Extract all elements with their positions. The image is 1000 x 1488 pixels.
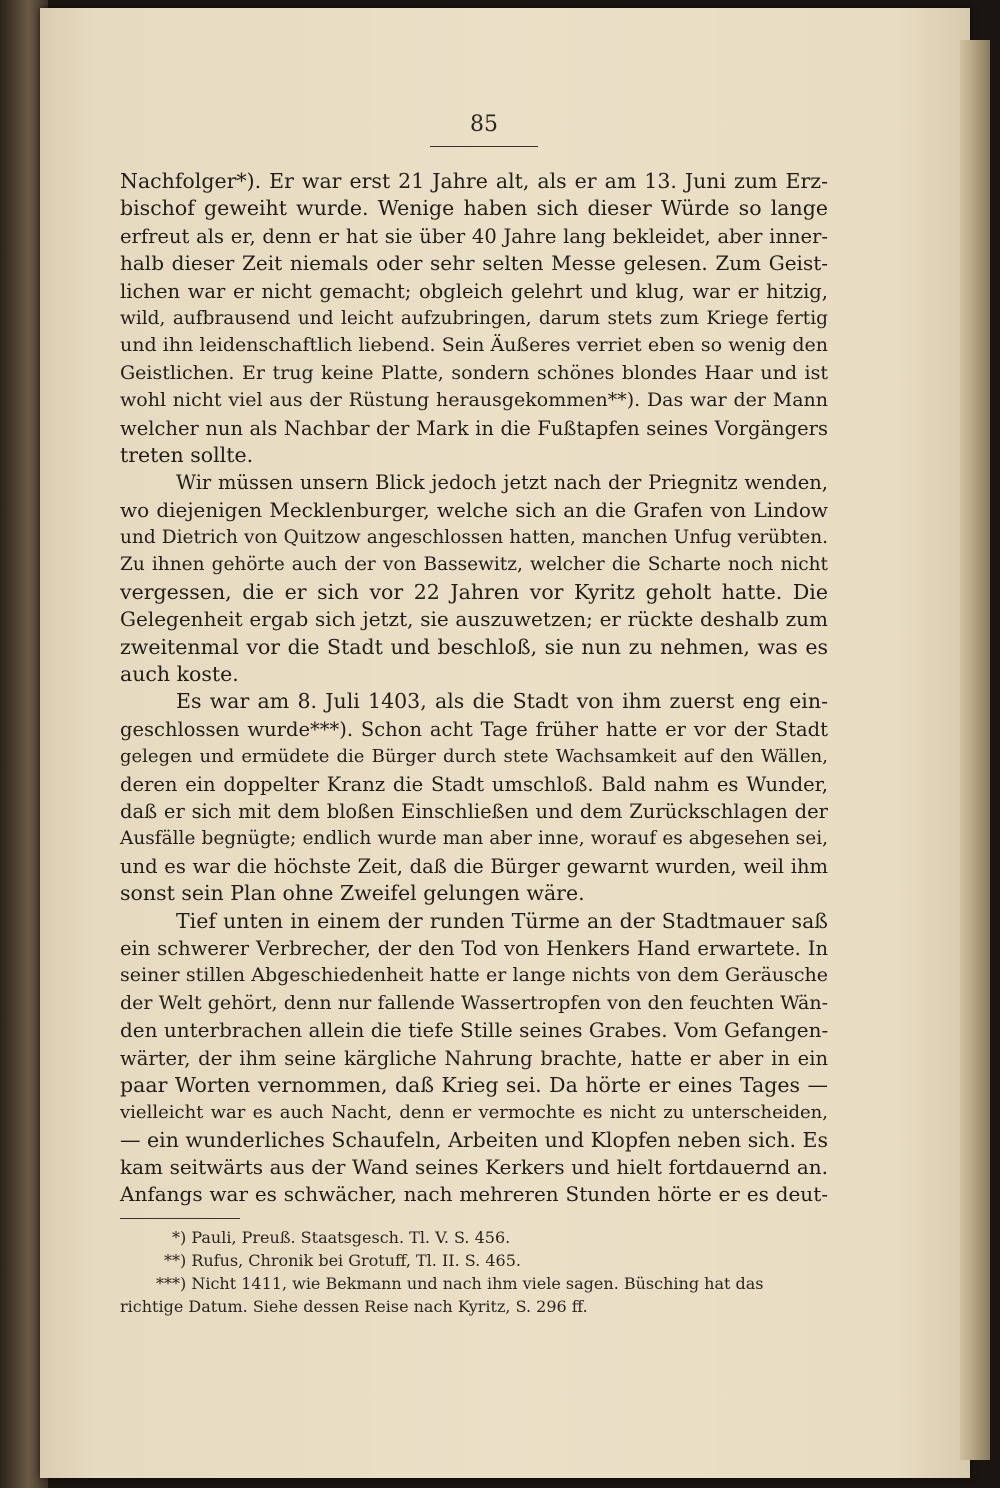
text-line: Ausfälle begnügte; endlich wurde man aber inne, worauf es abgesehen sei, — [120, 828, 828, 850]
text-line: Tief unten in einem der runden Türme an der Stadtmauer saß — [176, 908, 828, 933]
text-line: der Welt gehört, denn nur fallende Wassertropfen von den feuchten Wän- — [120, 991, 828, 1014]
body-text — [120, 168, 828, 1209]
text-line: den unterbrachen allein die tiefe Stille seines Grabes. Vom Gefangen- — [120, 1018, 829, 1043]
text-line: vielleicht war es auch Nacht, denn er vermochte es nicht zu unterscheiden, — [120, 1102, 828, 1124]
text-line: seiner stillen Abgeschiedenheit hatte er lange nichts von dem Geräusche — [120, 964, 828, 987]
footnote: *) Pauli, Preuß. Staatsgesch. Tl. V. S. 456. — [172, 1228, 511, 1247]
text-line: geschlossen wurde***). Schon acht Tage früher hatte er vor der Stadt — [120, 717, 828, 741]
footnote: **) Rufus, Chronik bei Grotuff, Tl. II. S. 465. — [164, 1251, 521, 1270]
text-line: halb dieser Zeit niemals oder sehr selten Messe gelesen. Zum Geist- — [120, 251, 828, 276]
text-line: — ein wunderliches Schaufeln, Arbeiten und Klopfen neben sich. Es — [120, 1127, 828, 1152]
text-line: erfreut als er, denn er hat sie über 40 Jahre lang bekleidet, aber inner- — [120, 224, 828, 248]
text-line: welcher nun als Nachbar der Mark in die Fußtapfen seines Vorgängers — [120, 416, 828, 440]
text-line: Geistlichen. Er trug keine Platte, sondern schönes blondes Haar und ist — [120, 361, 828, 384]
text-line: wild, aufbrausend und leicht aufzubringen, darum stets zum Kriege fertig — [120, 307, 828, 329]
text-line: bischof geweiht wurde. Wenige haben sich dieser Würde so lange — [120, 196, 828, 221]
text-line: zweitenmal vor die Stadt und beschloß, sie nun zu nehmen, was es — [120, 634, 828, 659]
text-line: Zu ihnen gehörte auch der von Bassewitz, welcher die Scharte noch nicht — [120, 554, 828, 576]
text-line: lichen war er nicht gemacht; obgleich gelehrt und klug, war er hitzig, — [120, 279, 828, 303]
footnote: richtige Datum. Siehe dessen Reise nach Kyritz, S. 296 ff. — [120, 1297, 588, 1316]
text-line: vergessen, die er sich vor 22 Jahren vor Kyritz geholt hatte. Die — [120, 579, 828, 604]
text-line: wohl nicht viel aus der Rüstung herausgekommen**). Das war der Mann — [120, 389, 828, 412]
text-line: paar Worten vernommen, daß Krieg sei. Da hörte er eines Tages — — [120, 1072, 828, 1097]
text-line: und ihn leidenschaftlich liebend. Sein Äußeres verriet eben so wenig den — [120, 334, 828, 357]
text-line: auch koste. — [120, 662, 239, 687]
text-line: wärter, der ihm seine kärgliche Nahrung brachte, hatte er aber in ein — [120, 1046, 828, 1070]
text-line: deren ein doppelter Kranz die Stadt umschloß. Bald nahm es Wunder, — [120, 772, 828, 796]
text-line: Nachfolger*). Er war erst 21 Jahre alt, als er am 13. Juni zum Erz- — [120, 169, 828, 193]
footnote-rule — [120, 1218, 240, 1219]
page-number: 85 — [470, 112, 498, 137]
text-line: kam seitwärts aus der Wand seines Kerkers und hielt fortdauernd an. — [120, 1155, 828, 1180]
text-line: ein schwerer Verbrecher, der den Tod von Henkers Hand erwartete. In — [120, 936, 828, 960]
text-line: sonst sein Plan ohne Zweifel gelungen wäre. — [120, 881, 585, 906]
text-line: wo diejenigen Mecklenburger, welche sich an die Grafen von Lindow — [120, 497, 828, 522]
text-line: Wir müssen unsern Blick jedoch jetzt nach der Priegnitz wenden, — [176, 471, 828, 495]
text-line: und es war die höchste Zeit, daß die Bürger gewarnt wurden, weil ihm — [120, 854, 828, 878]
page-stack-edge — [960, 40, 990, 1460]
text-line: und Dietrich von Quitzow angeschlossen hatten, manchen Unfug verübten. — [120, 527, 828, 549]
text-line: treten sollte. — [120, 442, 254, 467]
footnotes — [120, 1226, 828, 1318]
text-line: Gelegenheit ergab sich jetzt, sie auszuwetzen; er rückte deshalb zum — [120, 607, 828, 632]
footnote: ***) Nicht 1411, wie Bekmann und nach ihm viele sagen. Büsching hat das — [156, 1274, 764, 1293]
text-line: Es war am 8. Juli 1403, als die Stadt von ihm zuerst eng ein- — [176, 689, 828, 714]
text-line: gelegen und ermüdete die Bürger durch stete Wachsamkeit auf den Wällen, — [120, 746, 828, 768]
text-line: daß er sich mit dem bloßen Einschließen und dem Zurückschlagen der — [120, 799, 828, 823]
header-rule — [430, 146, 538, 147]
text-line: Anfangs war es schwächer, nach mehreren Stunden hörte er es deut- — [120, 1182, 828, 1207]
